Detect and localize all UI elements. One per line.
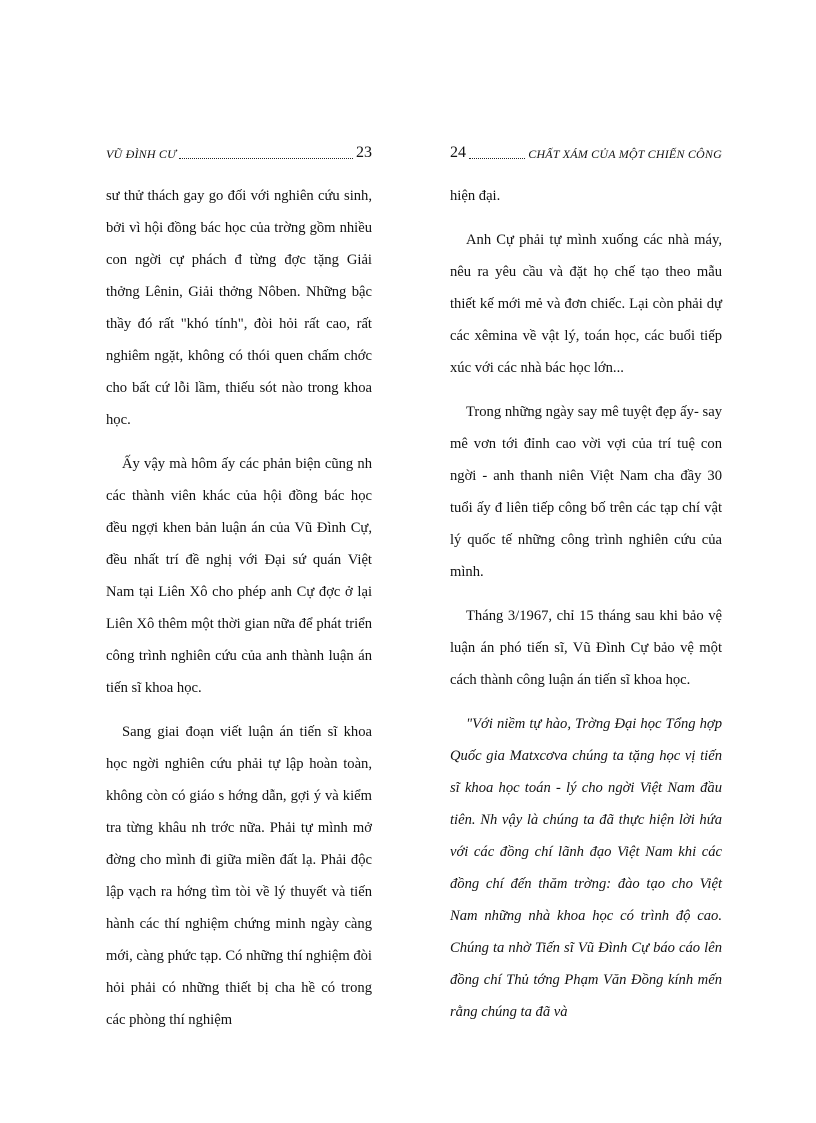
running-head-title: CHẤT XÁM CỦA MỘT CHIẾN CÔNG (528, 147, 722, 161)
page-number: 23 (356, 144, 372, 161)
body-paragraph: Anh Cự phải tự mình xuống các nhà máy, nêu ra yêu cầu và đặt họ chế tạo theo mẫu thiết kế mới mẻ và đơn chiếc. Lại còn phải dự các xêmina về vật lý, toán học, các buổi tiếp xúc với các nhà bác học lớn... (450, 232, 722, 376)
body-paragraph: Tháng 3/1967, chỉ 15 tháng sau khi bảo vệ luận án phó tiến sĩ, Vũ Đình Cự bảo vệ một cách thành công luận án tiến sĩ khoa học. (450, 608, 722, 688)
right-page (450, 140, 722, 1040)
running-head-author: VŨ ĐÌNH CƯ (106, 147, 177, 161)
quoted-paragraph: "Với niềm tự hào, Trờng Đại học Tổng hợp Quốc gia Matxcơva chúng ta tặng học vị tiến sĩ khoa học toán - lý cho ngời Việt Nam đầu tiên. Nh vậy là chúng ta đã thực hiện lời hứa với các đồng chí lãnh đạo Việt Nam khi các đồng chí đến thăm trờng: đào tạo cho Việt Nam những nhà khoa học có trình độ cao. Chúng ta nhờ Tiến sĩ Vũ Đình Cự báo cáo lên đồng chí Thủ tớng Phạm Văn Đồng kính mến rằng chúng ta đã và (450, 716, 722, 1020)
left-page-header (106, 140, 372, 162)
left-page (106, 140, 372, 1048)
right-page-header (450, 140, 722, 162)
body-paragraph: Sang giai đoạn viết luận án tiến sĩ khoa học ngời nghiên cứu phải tự lập hoàn toàn, không còn có giáo s hớng dẫn, gợi ý và kiểm tra từng khâu nh trớc nữa. Phải tự mình mở đờng cho mình đi giữa miền đất lạ. Phải độc lập vạch ra hớng tìm tòi về lý thuyết và tiến hành các thí nghiệm chứng minh ngày càng mới, càng phức tạp. Có những thí nghiệm đòi hỏi phải có những thiết bị cha hề có trong các phòng thí nghiệm (106, 724, 372, 1028)
header-leader-dots (469, 157, 525, 159)
header-leader-dots (179, 157, 353, 159)
body-paragraph: sư thử thách gay go đối với nghiên cứu sinh, bởi vì hội đồng bác học của trờng gồm nhiều con ngời cự phách đ từng đợc tặng Giải thởng Lênin, Giải thởng Nôben. Những bậc thầy đó rất "khó tính", đòi hỏi rất cao, rất nghiêm ngặt, không có thói quen chấm chớc cho bất cứ lỗi lầm, thiếu sót nào trong khoa học. (106, 188, 372, 428)
body-paragraph: hiện đại. (450, 188, 501, 204)
body-paragraph: Ấy vậy mà hôm ấy các phản biện cũng nh các thành viên khác của hội đồng bác học đều ngợi khen bản luận án của Vũ Đình Cự, đều nhất trí đề nghị với Đại sứ quán Việt Nam tại Liên Xô cho phép anh Cự đợc ở lại Liên Xô thêm một thời gian nữa để phát triển công trình nghiên cứu của anh thành luận án tiến sĩ khoa học. (106, 456, 372, 696)
body-paragraph: Trong những ngày say mê tuyệt đẹp ấy- say mê vơn tới đỉnh cao vời vợi của trí tuệ con ngời - anh thanh niên Việt Nam cha đầy 30 tuổi ấy đ liên tiếp công bố trên các tạp chí vật lý quốc tế những công trình nghiên cứu của mình. (450, 404, 722, 580)
page-number: 24 (450, 144, 466, 161)
